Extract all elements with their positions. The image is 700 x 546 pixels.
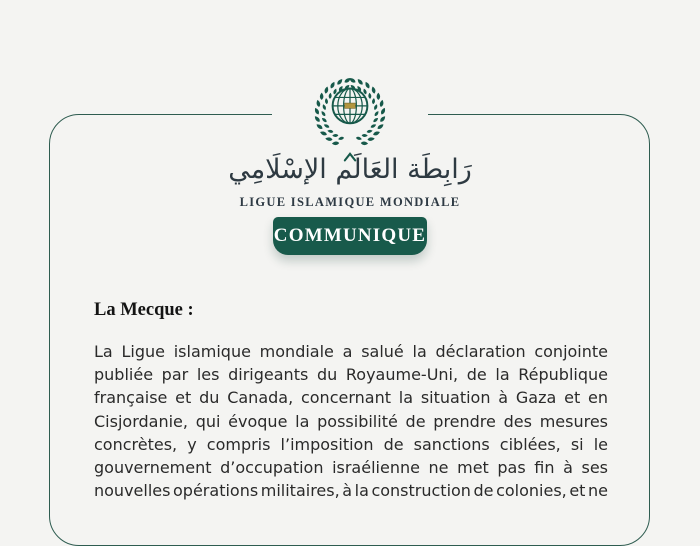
logo-block: [272, 64, 428, 156]
body-line: publiée par les dirigeants du Royaume-Uni, de la République: [94, 365, 608, 385]
communique-badge-label: COMMUNIQUE: [273, 225, 427, 246]
body-line: nouvelles opérations militaires, à la construction de colonies, et ne: [94, 481, 608, 501]
body-line: gouvernement d’occupation israélienne ne met pas fin à ses: [94, 458, 608, 478]
dateline: La Mecque :: [94, 300, 194, 320]
body-line: concrètes, y compris l’imposition de sanctions ciblées, si le: [94, 434, 608, 454]
organization-name: LIGUE ISLAMIQUE MONDIALE: [239, 195, 461, 209]
kaaba-band-icon: [345, 103, 356, 108]
body-line: Cisjordanie, qui évoque la possibilité de prendre des mesures: [94, 411, 608, 431]
body-line: La Ligue islamique mondiale a salué la déclaration conjointe: [94, 342, 608, 361]
body-line: française et du Canada, concernant la situation à Gaza et en: [94, 388, 608, 408]
communique-body: [94, 340, 608, 502]
communique-badge: [273, 217, 427, 255]
arabic-logotype: رَابِطَة العَالَم الإسْلَامِي: [228, 154, 472, 185]
